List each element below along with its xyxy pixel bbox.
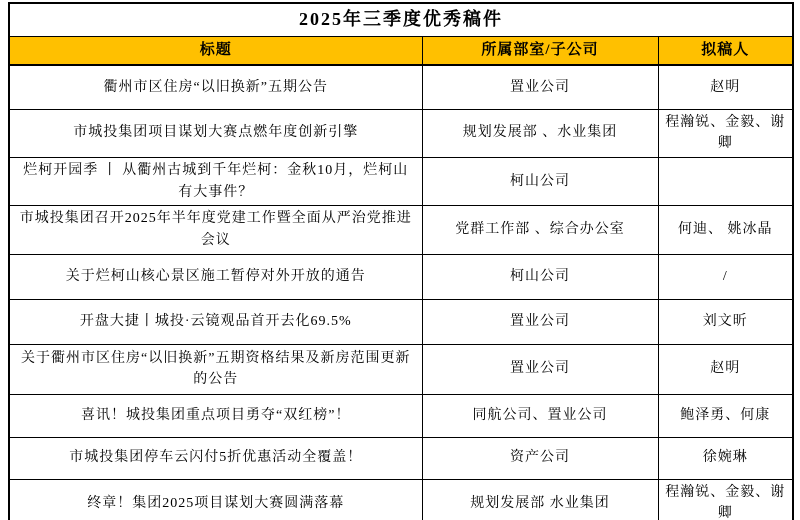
cell-title: 喜讯！城投集团重点项目勇夺“双红榜”！ — [9, 394, 422, 437]
column-header-drafter: 拟稿人 — [658, 36, 793, 65]
cell-drafter: 赵明 — [658, 344, 793, 394]
cell-drafter — [658, 158, 793, 206]
cell-title: 市城投集团项目谋划大赛点燃年度创新引擎 — [9, 109, 422, 157]
cell-department: 柯山公司 — [422, 254, 658, 299]
cell-drafter: 徐婉琳 — [658, 437, 793, 479]
table-row — [9, 479, 793, 520]
cell-department: 置业公司 — [422, 65, 658, 109]
table-row — [9, 299, 793, 344]
cell-title: 终章！集团2025项目谋划大赛圆满落幕 — [9, 479, 422, 520]
cell-drafter: 程瀚锐、金毅、谢卿 — [658, 109, 793, 157]
table-row — [9, 158, 793, 206]
cell-drafter: 赵明 — [658, 65, 793, 109]
table-row — [9, 65, 793, 109]
table-row — [9, 394, 793, 437]
manuscript-table — [8, 2, 794, 520]
table-row — [9, 344, 793, 394]
cell-drafter: 程瀚锐、金毅、谢卿 — [658, 479, 793, 520]
table-body — [9, 65, 793, 520]
table-row — [9, 109, 793, 157]
cell-title: 烂柯开园季 丨 从衢州古城到千年烂柯：金秋10月，烂柯山有大事件？ — [9, 158, 422, 206]
cell-title: 关于衢州市区住房“以旧换新”五期资格结果及新房范围更新的公告 — [9, 344, 422, 394]
cell-title: 关于烂柯山核心景区施工暂停对外开放的通告 — [9, 254, 422, 299]
table-row — [9, 437, 793, 479]
cell-department: 党群工作部 、综合办公室 — [422, 206, 658, 254]
cell-title: 市城投集团召开2025年半年度党建工作暨全面从严治党推进会议 — [9, 206, 422, 254]
cell-department: 置业公司 — [422, 299, 658, 344]
cell-drafter: 何迪、 姚冰晶 — [658, 206, 793, 254]
cell-department: 置业公司 — [422, 344, 658, 394]
page-title: 2025年三季度优秀稿件 — [9, 3, 793, 36]
column-header-department: 所属部室/子公司 — [422, 36, 658, 65]
title-row — [9, 3, 793, 36]
cell-drafter: 鲍泽勇、何康 — [658, 394, 793, 437]
cell-drafter: 刘文昕 — [658, 299, 793, 344]
cell-department: 资产公司 — [422, 437, 658, 479]
cell-title: 市城投集团停车云闪付5折优惠活动全覆盖！ — [9, 437, 422, 479]
cell-department: 规划发展部 、水业集团 — [422, 109, 658, 157]
cell-drafter: / — [658, 254, 793, 299]
cell-department: 同航公司、置业公司 — [422, 394, 658, 437]
cell-title: 衢州市区住房“以旧换新”五期公告 — [9, 65, 422, 109]
cell-title: 开盘大捷丨城投·云镜观品首开去化69.5% — [9, 299, 422, 344]
table-row — [9, 254, 793, 299]
table-row — [9, 206, 793, 254]
column-header-row — [9, 36, 793, 65]
cell-department: 规划发展部 水业集团 — [422, 479, 658, 520]
column-header-title: 标题 — [9, 36, 422, 65]
cell-department: 柯山公司 — [422, 158, 658, 206]
